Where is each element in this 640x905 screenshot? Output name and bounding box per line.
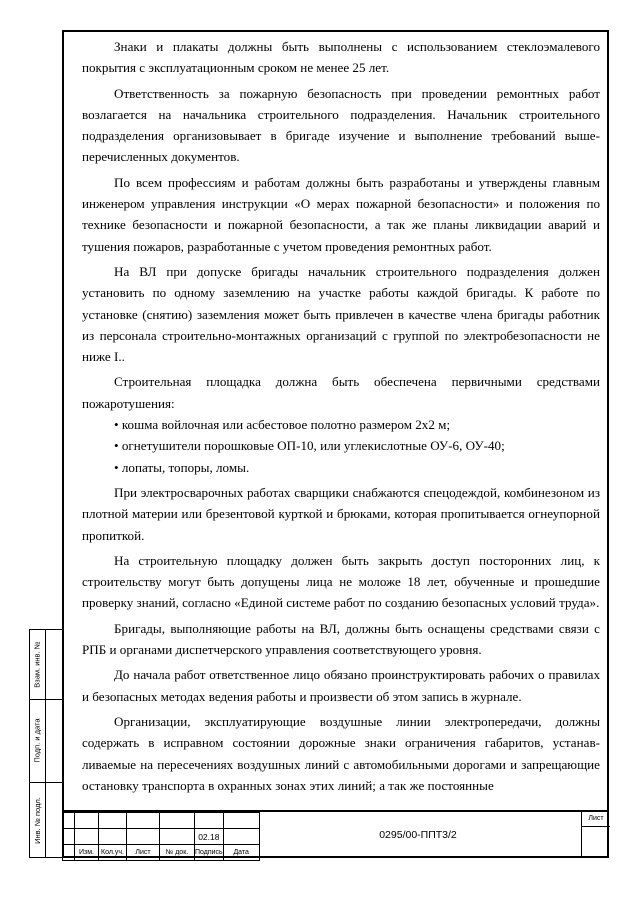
paragraph: Строительная площадка должна быть обеспечена первичными средствами пожаротушения: <box>82 374 600 411</box>
revision-table <box>62 812 260 861</box>
paragraph: По всем профессиям и работам должны быть разработаны и утверждены главным инженером управления инструкции «О мерах пожарной безопасности» и положения по технике безопасности и пожарной безопасности, а так же планы ликвидации аварий и тушения пожаров, разработанные с учетом проведения ремонтных работ. <box>82 174 600 254</box>
header-doc-number: № док. <box>160 845 195 861</box>
side-stamp-vzam-inv: Взам. инв. № <box>33 641 42 688</box>
paragraph: На строительную площадку должен быть закрыть доступ посторонних лиц, к строительству могут быть допущены лица не моложе 18 лет, обученные и прошедшие проверку знаний, согласно «Единой системе работ по созданию безопасных условий труда». <box>82 552 600 611</box>
side-stamp-inv-podl: Инв. № подл. <box>33 797 42 844</box>
side-stamp-podp-data: Подп. и дата <box>33 718 42 763</box>
list-item: • кошма войлочная или асбестовое полотно размером 2х2 м; <box>114 417 451 433</box>
document-body <box>82 36 600 796</box>
side-stamp <box>29 629 62 858</box>
header-list: Лист <box>127 845 160 861</box>
title-block <box>62 810 609 858</box>
paragraph: На ВЛ при допуске бригады начальник строительного подразделения должен установить по одному заземлению на участке работы каждой бригады. К работе по установке (снятию) заземления может быть привлечен в качестве члена бригады работник из персонала строительно-монтажных организаций с группой по электробезопасности не ниже I.. <box>82 263 600 365</box>
list-item: • огнетушители порошковые ОП-10, или углекислотные ОУ-6, ОУ-40; <box>114 438 505 454</box>
header-izm: Изм. <box>75 845 99 861</box>
paragraph: Бригады, выполняющие работы на ВЛ, должны быть оснащены средствами связи с РПБ и органами диспетчерского управления соответствующего уровня. <box>82 620 600 658</box>
paragraph: При электросварочных работах сварщики снабжаются спецодеждой, комбинезоном из плотной материи или брезентовой курткой и брюками, которая пропитывается огнеупорной пропиткой. <box>82 484 600 543</box>
paragraph: Организации, эксплуатирующие воздушные линии электропередачи, должны содержать в исправном состоянии дорожные знаки ограничения габаритов, устанавливаемые на пересечениях воздушных линий с автомобильными дорогами и запрещающие остановку транспорта в охранных зонах этих линий; а так же постоянные <box>82 713 600 793</box>
header-signature: Подпись <box>195 845 224 861</box>
paragraph: До начала работ ответственное лицо обязано проинструктировать рабочих о правилах и безопасных методах ведения работы и произвести об этом запись в журнале. <box>82 667 600 704</box>
list-item: • лопаты, топоры, ломы. <box>114 459 250 475</box>
sheet-label: Лист <box>582 812 610 827</box>
header-date: Дата <box>223 845 259 861</box>
sheet-box <box>581 812 610 858</box>
paragraph: Ответственность за пожарную безопасность при проведении ремонтных работ возлагается на начальника строительного подразделения. Начальник строительного подразделения организовывает в бригаде изучение и выполнение требований вышеперечисленных документов. <box>82 85 600 165</box>
paragraph: Знаки и плакаты должны быть выполнены с использованием стеклоэмалевого покрытия с эксплуатационным сроком не менее 25 лет. <box>82 39 600 76</box>
header-kol-uch: Кол.уч. <box>99 845 127 861</box>
date-value: 02.18 <box>195 829 224 845</box>
document-code: 0295/00-ППТ3/2 <box>379 829 457 841</box>
